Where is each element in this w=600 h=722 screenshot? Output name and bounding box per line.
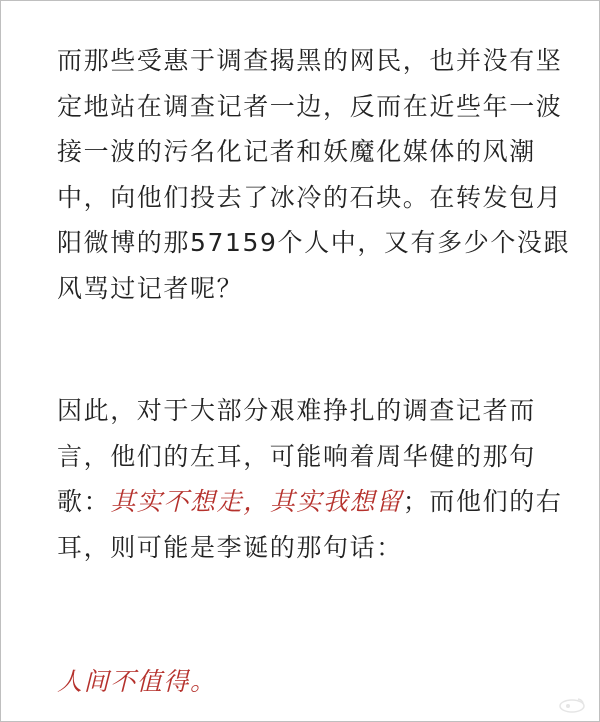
closing-quote: 人间不值得。 [57,667,217,696]
article-body [57,38,571,705]
paragraph-closing-quote [57,659,557,705]
text-line: 接一波的污名化记者和妖魔化媒体的风潮 [57,137,536,166]
text-line: 言，他们的左耳，可能响着周华健的那句 [57,441,536,471]
song-lyric-quote: 其实不想走，其实我想留 [110,487,403,516]
text-line-with-quote [57,479,563,525]
watermark-icon [558,696,586,714]
paragraph-netizens [57,38,571,311]
text-line: 定地站在调查记者一边，反而在近些年一波 [57,91,563,121]
text-line: 风骂过记者呢？ [57,273,244,303]
text-line: 因此，对于大部分艰难挣扎的调查记者而 [57,396,536,425]
text-fragment: 歌： [57,487,111,516]
text-line: 中，向他们投去了冰冷的石块。在转发包月 [57,182,563,212]
text-line: 阳微博的那57159个人中，又有多少个没跟 [57,228,571,257]
text-fragment: ；而他们的右 [402,487,563,516]
text-line: 耳，则可能是李诞的那句话： [57,532,403,562]
text-line: 而那些受惠于调查揭黑的网民，也并没有坚 [57,46,563,75]
paragraph-journalists [57,388,563,570]
